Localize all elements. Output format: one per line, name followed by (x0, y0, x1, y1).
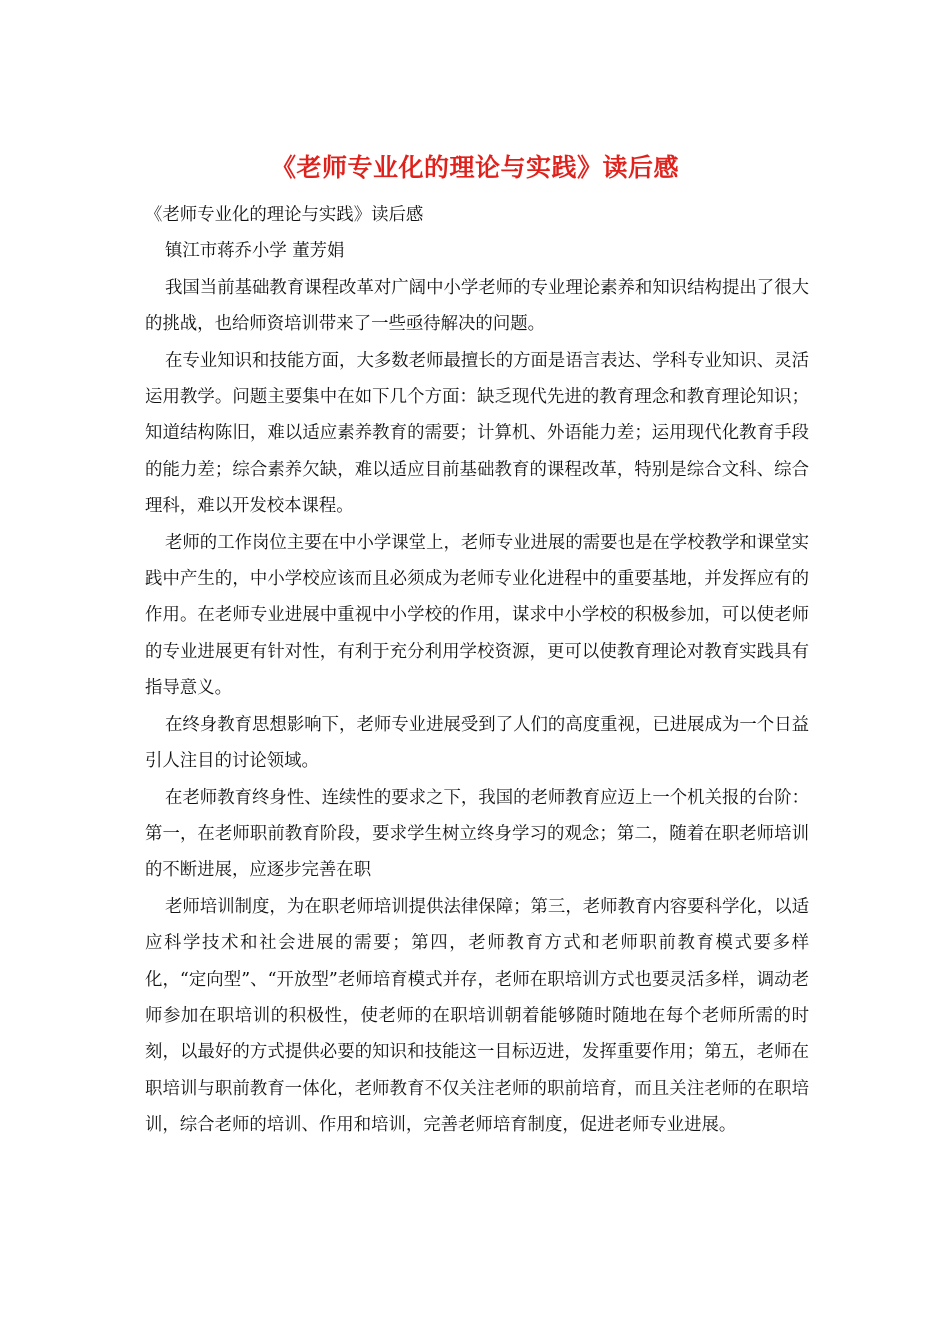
paragraph-4: 在终身教育思想影响下，老师专业进展受到了人们的高度重视，已进展成为一个日益引人注目的讨论领域。 (145, 714, 809, 772)
paragraph-2: 在专业知识和技能方面，大多数老师最擅长的方面是语言表达、学科专业知识、灵活运用教学。问题主要集中在如下几个方面：缺乏现代先进的教育理念和教育理论知识；知道结构陈旧，难以适应素养教育的需要；计算机、外语能力差；运用现代化教育手段的能力差；综合素养欠缺，难以适应目前基础教育的课程改革，特别是综合文科、综合理科，难以开发校本课程。 (145, 350, 809, 517)
paragraph-6: 老师培训制度，为在职老师培训提供法律保障；第三，老师教育内容要科学化，以适应科学技术和社会进展的需要；第四，老师教育方式和老师职前教育模式要多样化，“定向型”、“开放型”老师培育模式并存，老师在职培训方式也要灵活多样，调动老师参加在职培训的积极性，使老师的在职培训朝着能够随时随地在每个老师所需的时刻，以最好的方式提供必要的知识和技能这一目标迈进，发挥重要作用；第五，老师在职培训与职前教育一体化，老师教育不仅关注老师的职前培育，而且关注老师的在职培训，综合老师的培训、作用和培训，完善老师培育制度，促进老师专业进展。 (145, 896, 809, 1136)
paragraph-3: 老师的工作岗位主要在中小学课堂上，老师专业进展的需要也是在学校教学和课堂实践中产生的，中小学校应该而且必须成为老师专业化进程中的重要基地，并发挥应有的作用。在老师专业进展中重视中小学校的作用，谋求中小学校的积极参加，可以使老师的专业进展更有针对性，有利于充分利用学校资源，更可以使教育理论对教育实践具有指导意义。 (145, 532, 809, 699)
document-title: 《老师专业化的理论与实践》读后感 (270, 153, 679, 182)
author-line: 镇江市蒋乔小学 董芳娟 (165, 241, 345, 262)
paragraph-5: 在老师教育终身性、连续性的要求之下，我国的老师教育应迈上一个机关报的台阶：第一，在老师职前教育阶段，要求学生树立终身学习的观念；第二，随着在职老师培训的不断进展，应逐步完善在职 (145, 787, 809, 881)
document-body (145, 197, 809, 1144)
subtitle-line: 《老师专业化的理论与实践》读后感 (145, 205, 424, 225)
paragraph-1: 我国当前基础教育课程改革对广阔中小学老师的专业理论素养和知识结构提出了很大的挑战，也给师资培训带来了一些亟待解决的问题。 (145, 277, 809, 335)
